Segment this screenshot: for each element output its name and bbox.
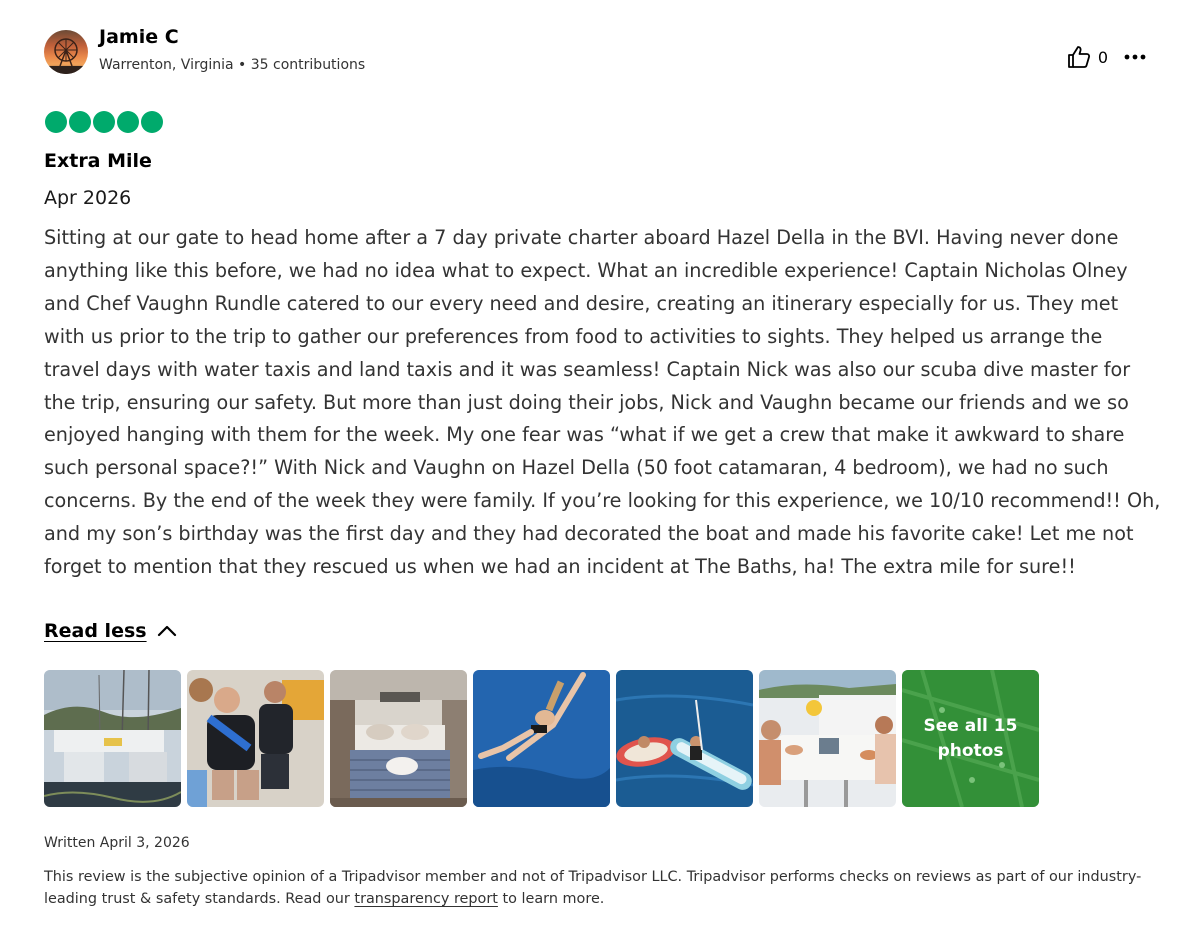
see-all-count: See all 15 — [923, 715, 1018, 736]
thumbs-up-icon — [1066, 44, 1092, 70]
read-less-button[interactable] — [44, 620, 177, 642]
more-options-icon — [1123, 53, 1147, 61]
marina-catamaran-photo — [44, 670, 181, 807]
photo-thumbnail[interactable] — [44, 670, 181, 807]
more-options-button[interactable] — [1122, 46, 1148, 68]
paddleboards-photo — [616, 670, 753, 807]
meta-separator: • — [238, 57, 247, 73]
author-contributions: 35 contributions — [250, 57, 366, 73]
rating-bubble — [69, 111, 91, 133]
see-all-photos-label — [902, 670, 1039, 807]
rating-bubble — [45, 111, 67, 133]
author-name[interactable]: Jamie C — [99, 26, 179, 48]
avatar[interactable] — [44, 30, 88, 74]
photo-thumbnail[interactable] — [616, 670, 753, 807]
rating-bubble — [93, 111, 115, 133]
read-less-label: Read less — [44, 620, 147, 642]
photo-strip — [44, 670, 1039, 807]
review-date: Apr 2026 — [44, 187, 132, 209]
review-title: Extra Mile — [44, 150, 152, 172]
crew-party-photo — [187, 670, 324, 807]
rating-bubbles — [45, 111, 163, 133]
helpful-count: 0 — [1097, 47, 1108, 67]
ferris-wheel-icon — [44, 30, 88, 74]
photo-thumbnail[interactable] — [473, 670, 610, 807]
chevron-up-icon — [157, 625, 177, 637]
rating-bubble — [117, 111, 139, 133]
disclaimer-text: This review is the subjective opinion of a Tripadvisor member and not of Tripadvisor LLC. Tripadvisor performs checks on reviews as part of our industry-leading trust & safety standards. Read our — [44, 869, 1142, 907]
author-meta — [99, 57, 365, 73]
disclaimer-text-end: to learn more. — [497, 891, 605, 907]
written-date: Written April 3, 2026 — [44, 835, 190, 851]
helpful-vote-button[interactable] — [1066, 44, 1108, 70]
review-card — [44, 0, 1164, 931]
cabin-bed-photo — [330, 670, 467, 807]
photo-thumbnail[interactable] — [187, 670, 324, 807]
review-disclaimer — [44, 866, 1154, 910]
see-all-suffix: photos — [937, 740, 1004, 761]
author-location: Warrenton, Virginia — [99, 57, 234, 73]
photo-thumbnail[interactable] — [759, 670, 896, 807]
rating-bubble — [141, 111, 163, 133]
review-text: Sitting at our gate to head home after a 7 day private charter aboard Hazel Della in the BVI. Having never done anything like this before, we had no idea what to expect. What an incredible experience! Captain Nicholas Olney and Chef Vaughn Rundle catered to our every need and desire, creating an itinerary especially for us. They met with us prior to the trip to gather our preferences from food to activities to sights. They helped us arrange the travel days with water taxis and land taxis and it was seamless! Captain Nick was also our scuba dive master for the trip, ensuring our safety. But more than just doing their jobs, Nick and Vaughn became our friends and we so enjoyed hanging with them for the week. My one fear was “what if we get a crew that make it awkward to share such personal space?!” With Nick and Vaughn on Hazel Della (50 foot catamaran, 4 bedroom), we had no such concerns. By the end of the week they were family. If you’re looking for this experience, we 10/10 recommend!! Oh, and my son’s birthday was the first day and they had decorated the boat and made his favorite cake! Let me not forget to mention that they rescued us when we had an incident at The Baths, ha! The extra mile for sure!! — [44, 226, 1161, 579]
cliff-jump-photo — [473, 670, 610, 807]
see-all-photos-button[interactable] — [902, 670, 1039, 807]
transparency-report-link[interactable]: transparency report — [354, 891, 498, 907]
photo-thumbnail[interactable] — [330, 670, 467, 807]
deck-dinner-photo — [759, 670, 896, 807]
